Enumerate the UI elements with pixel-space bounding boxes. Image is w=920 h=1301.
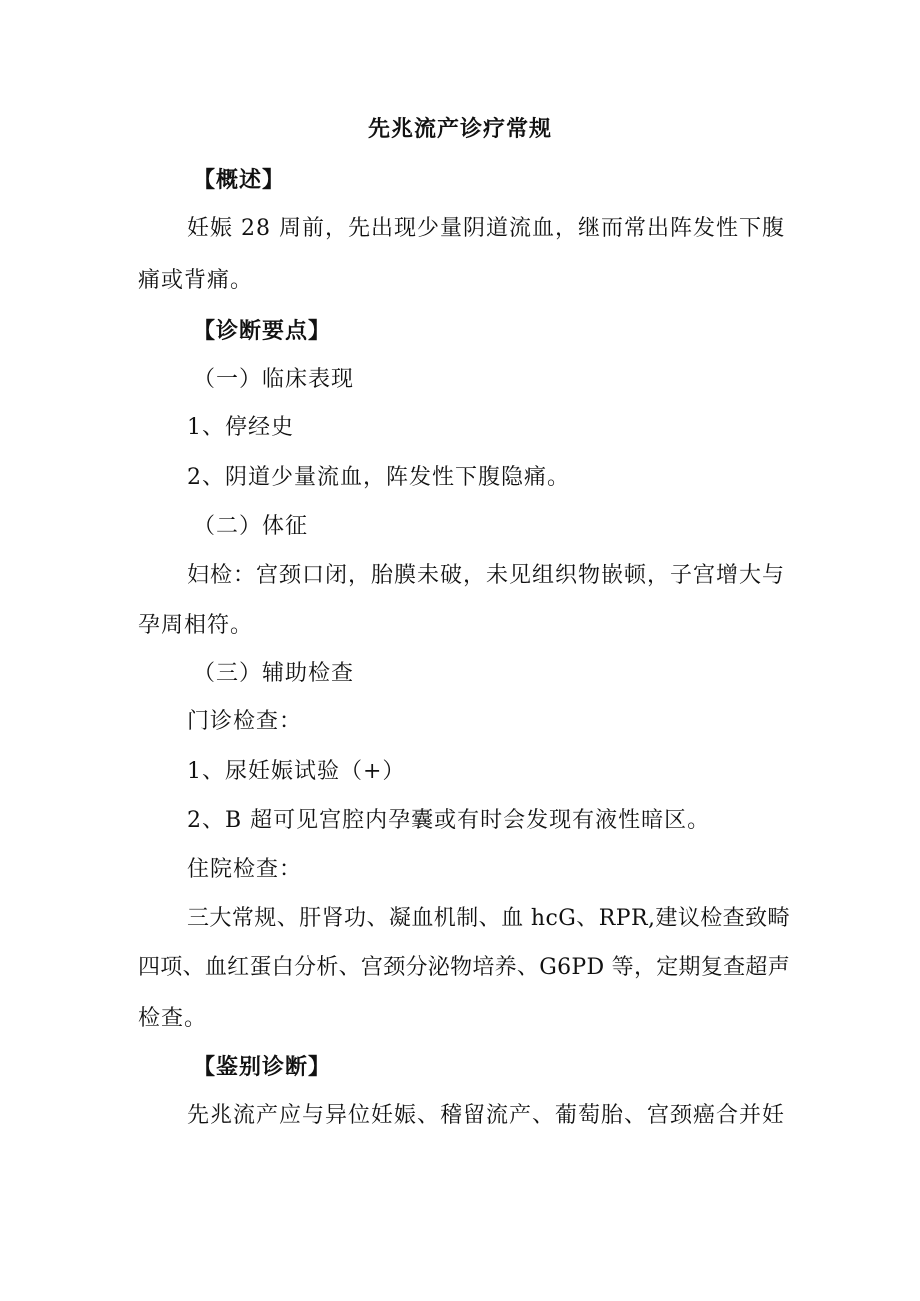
overview-heading: 【概述】: [193, 167, 286, 193]
clinical-subheading: （一）临床表现: [193, 367, 355, 392]
inpatient-text-line-3: 检查。: [138, 1006, 208, 1031]
outpatient-label: 门诊检查：: [187, 709, 303, 734]
differential-heading: 【鉴别诊断】: [193, 1054, 332, 1080]
overview-text-line-2: 痛或背痛。: [138, 268, 254, 293]
inpatient-text-line-1: 三大常规、肝肾功、凝血机制、血 hcG、RPR,建议检查致畸: [187, 906, 790, 931]
outpatient-item-1: 1、尿妊娠试验（+）: [187, 759, 406, 784]
document-title: 先兆流产诊疗常规: [367, 116, 552, 142]
inpatient-text-line-2: 四项、血红蛋白分析、宫颈分泌物培养、G6PD 等，定期复查超声: [138, 955, 791, 980]
overview-text-line-1: 妊娠 28 周前，先出现少量阴道流血，继而常出阵发性下腹: [187, 216, 785, 241]
signs-text-line-2: 孕周相符。: [138, 613, 254, 638]
differential-text-line-1: 先兆流产应与异位妊娠、稽留流产、葡萄胎、宫颈癌合并妊: [187, 1103, 786, 1128]
diagnosis-heading: 【诊断要点】: [193, 318, 332, 344]
clinical-item-1: 1、停经史: [187, 415, 294, 440]
auxiliary-subheading: （三）辅助检查: [193, 661, 355, 686]
clinical-item-2: 2、阴道少量流血，阵发性下腹隐痛。: [187, 465, 570, 490]
inpatient-label: 住院检查：: [187, 857, 303, 882]
signs-subheading: （二）体征: [193, 514, 309, 539]
signs-text-line-1: 妇检：宫颈口闭，胎膜未破，未见组织物嵌顿，子宫增大与: [187, 563, 786, 588]
outpatient-item-2: 2、B 超可见宫腔内孕囊或有时会发现有液性暗区。: [187, 808, 711, 833]
